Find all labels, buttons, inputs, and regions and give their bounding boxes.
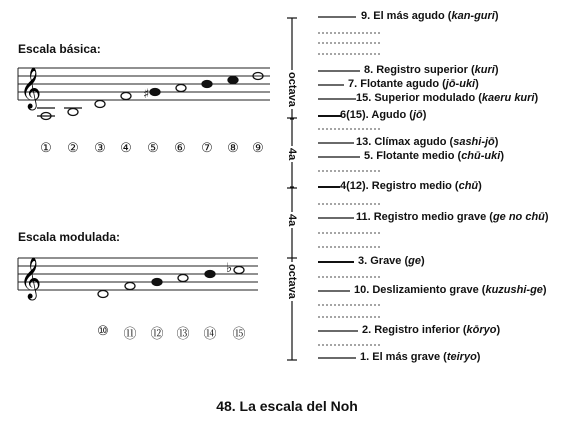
register-label: 15. Superior modulado (kaeru kuri) [356,92,539,104]
register-label: 10. Deslizamiento grave (kuzushi-ge) [354,284,547,296]
register-label: 7. Flotante agudo (jō-uki) [348,78,479,90]
register-label: 2. Registro inferior (kōryo) [362,324,501,336]
interval-label-octave-top: octava [286,72,298,107]
basic-number: ④ [120,140,132,155]
figure-caption: 48. La escala del Noh [216,398,358,414]
basic-notes [37,73,263,120]
treble-clef-icon: 𝄞 [20,258,42,299]
svg-text:♭: ♭ [226,261,233,276]
register-label: 9. El más agudo (kan-guri) [361,10,499,22]
basic-number: ⑧ [227,140,239,155]
interval-label-fourth-lower: 4a [286,214,298,227]
register-label: 13. Clímax agudo (sashi-jō) [356,136,499,148]
basic-number: ⑨ [252,140,264,155]
modulated-number: ⑫ [150,326,164,341]
modulated-scale-heading: Escala modulada: [18,230,121,244]
modulated-number: ⑩ [97,323,109,338]
register-label: 3. Grave (ge) [358,255,425,267]
basic-number: ⑥ [174,140,186,155]
basic-number: ⑤ [147,140,159,155]
modulated-staff [18,258,258,290]
register-label: 4(12). Registro medio (chū) [340,180,482,192]
treble-clef-icon: 𝄞 [20,68,42,109]
basic-number: ② [67,140,79,155]
register-label: 11. Registro medio grave (ge no chū) [356,211,549,223]
register-label: 5. Flotante medio (chū-uki) [364,150,504,162]
interval-label-fourth-upper: 4a [286,148,298,161]
basic-number: ① [40,140,52,155]
modulated-number: ⑪ [123,326,137,341]
register-label: 8. Registro superior (kuri) [364,64,499,76]
interval-label-octave-bottom: octava [286,264,298,299]
register-label: 6(15). Agudo (jō) [340,109,427,121]
register-label: 1. El más grave (teiryo) [360,351,481,363]
basic-number: ③ [94,140,106,155]
basic-scale-heading: Escala básica: [18,42,101,56]
modulated-number: ⑬ [176,326,190,341]
basic-number: ⑦ [201,140,213,155]
modulated-number: ⑮ [232,326,246,341]
modulated-number: ⑭ [203,326,217,341]
svg-text:♯: ♯ [143,87,150,102]
